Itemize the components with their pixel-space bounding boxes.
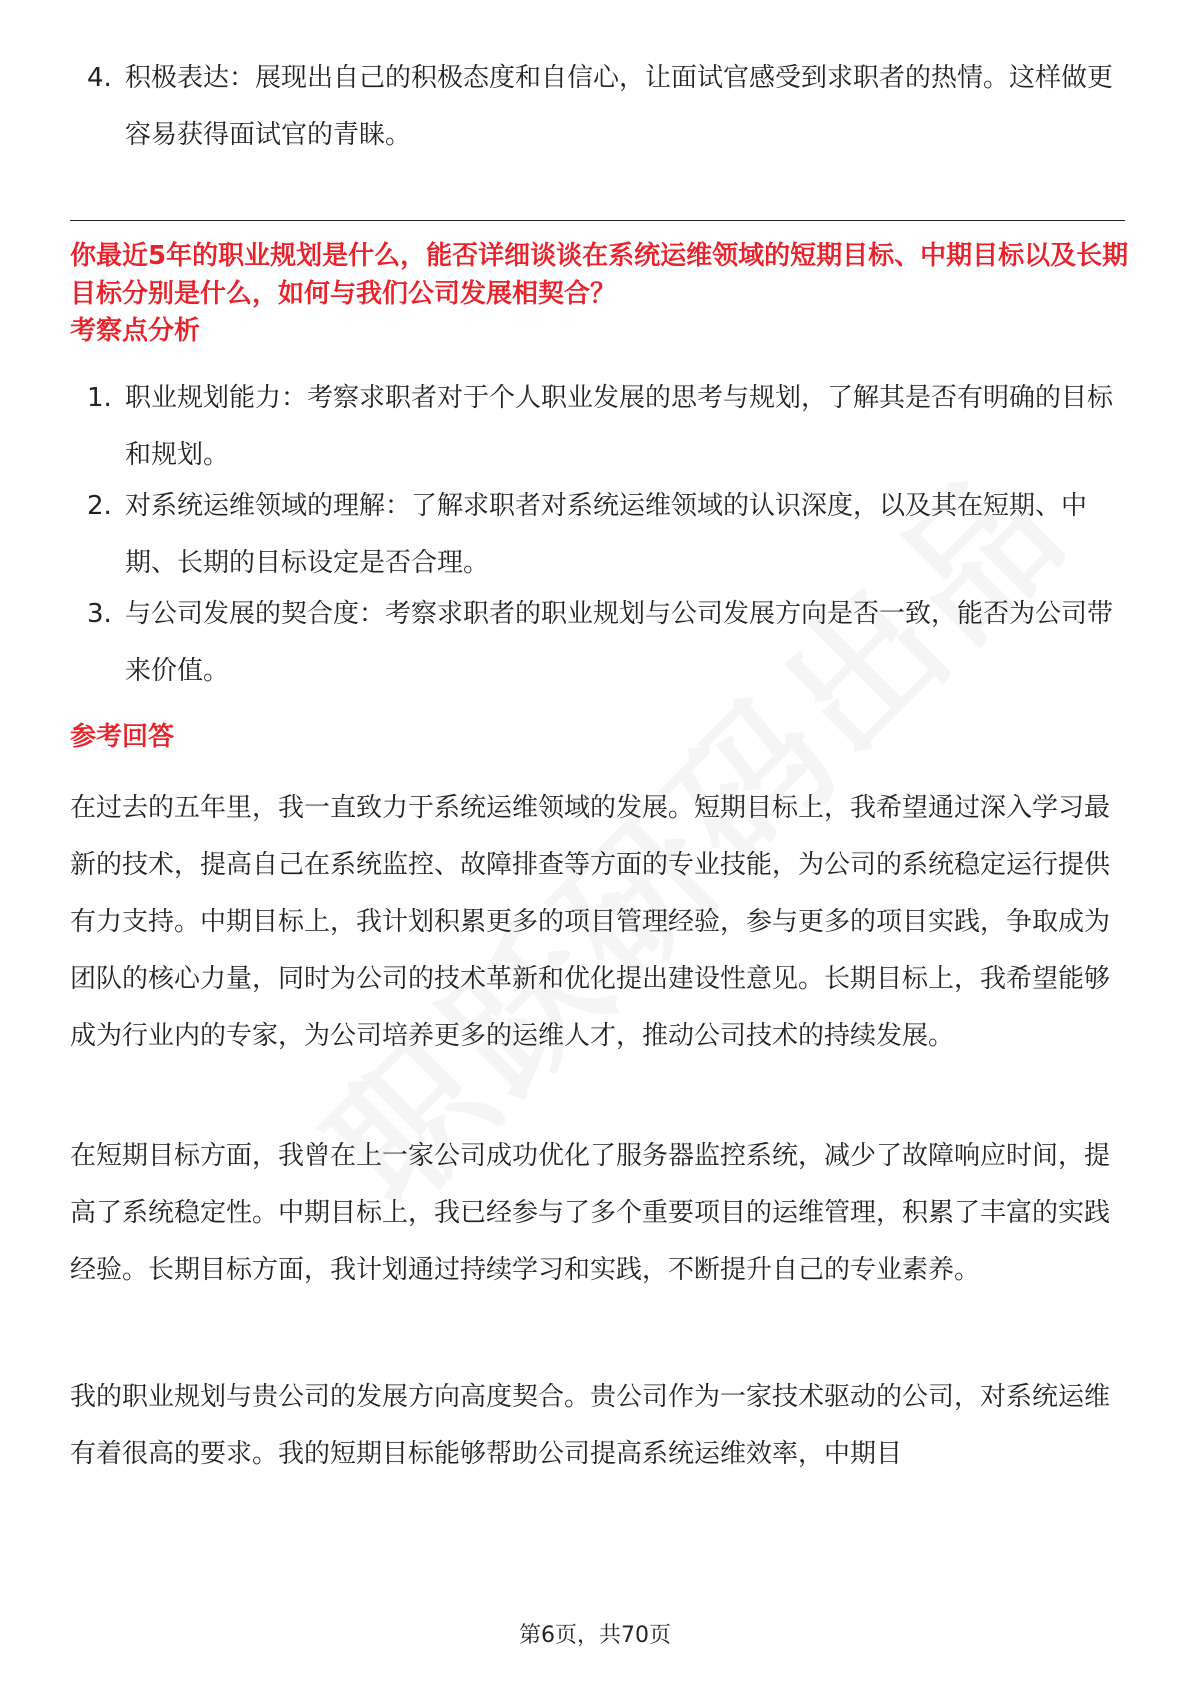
section-divider <box>70 220 1125 221</box>
list-item-text: 积极表达：展现出自己的积极态度和自信心，让面试官感受到求职者的热情。这样做更容易获得面试官的青睐。 <box>125 63 1114 150</box>
list-item-text: 与公司发展的契合度：考察求职者的职业规划与公司发展方向是否一致，能否为公司带来价值。 <box>125 599 1114 686</box>
list-item-text: 对系统运维领域的理解：了解求职者对系统运维领域的认识深度，以及其在短期、中期、长期的目标设定是否合理。 <box>125 491 1088 578</box>
analysis-title: 考察点分析 <box>70 316 201 346</box>
list-item-number: 3. <box>87 599 112 629</box>
question-heading: 你最近5年的职业规划是什么，能否详细谈谈在系统运维领域的短期目标、中期目标以及长期目标分别是什么，如何与我们公司发展相契合？ <box>70 241 1129 309</box>
analysis-item-3 <box>87 586 1127 700</box>
page-footer: 第6页，共70页 <box>519 1623 671 1648</box>
answer-paragraph-3: 我的职业规划与贵公司的发展方向高度契合。贵公司作为一家技术驱动的公司，对系统运维有着很高的要求。我的短期目标能够帮助公司提高系统运维效率，中期目 <box>70 1382 1111 1469</box>
list-item-text: 职业规划能力：考察求职者对于个人职业发展的思考与规划，了解其是否有明确的目标和规划。 <box>125 383 1114 470</box>
analysis-item-2 <box>87 478 1127 592</box>
list-item-number: 4. <box>87 63 112 93</box>
answer-paragraph-1: 在过去的五年里，我一直致力于系统运维领域的发展。短期目标上，我希望通过深入学习最新的技术，提高自己在系统监控、故障排查等方面的专业技能，为公司的系统稳定运行提供有力支持。中期目标上，我计划积累更多的项目管理经验，参与更多的项目实践，争取成为团队的核心力量，同时为公司的技术革新和优化提出建设性意见。长期目标上，我希望能够成为行业内的专家，为公司培养更多的运维人才，推动公司技术的持续发展。 <box>70 793 1111 1051</box>
answer-paragraph-2: 在短期目标方面，我曾在上一家公司成功优化了服务器监控系统，减少了故障响应时间，提高了系统稳定性。中期目标上，我已经参与了多个重要项目的运维管理，积累了丰富的实践经验。长期目标方面，我计划通过持续学习和实践，不断提升自己的专业素养。 <box>70 1141 1111 1285</box>
list-item-number: 2. <box>87 491 112 521</box>
list-item-number: 1. <box>87 383 112 413</box>
analysis-item-1 <box>87 370 1127 484</box>
answer-title: 参考回答 <box>70 722 175 752</box>
list-item-top <box>87 50 1127 164</box>
